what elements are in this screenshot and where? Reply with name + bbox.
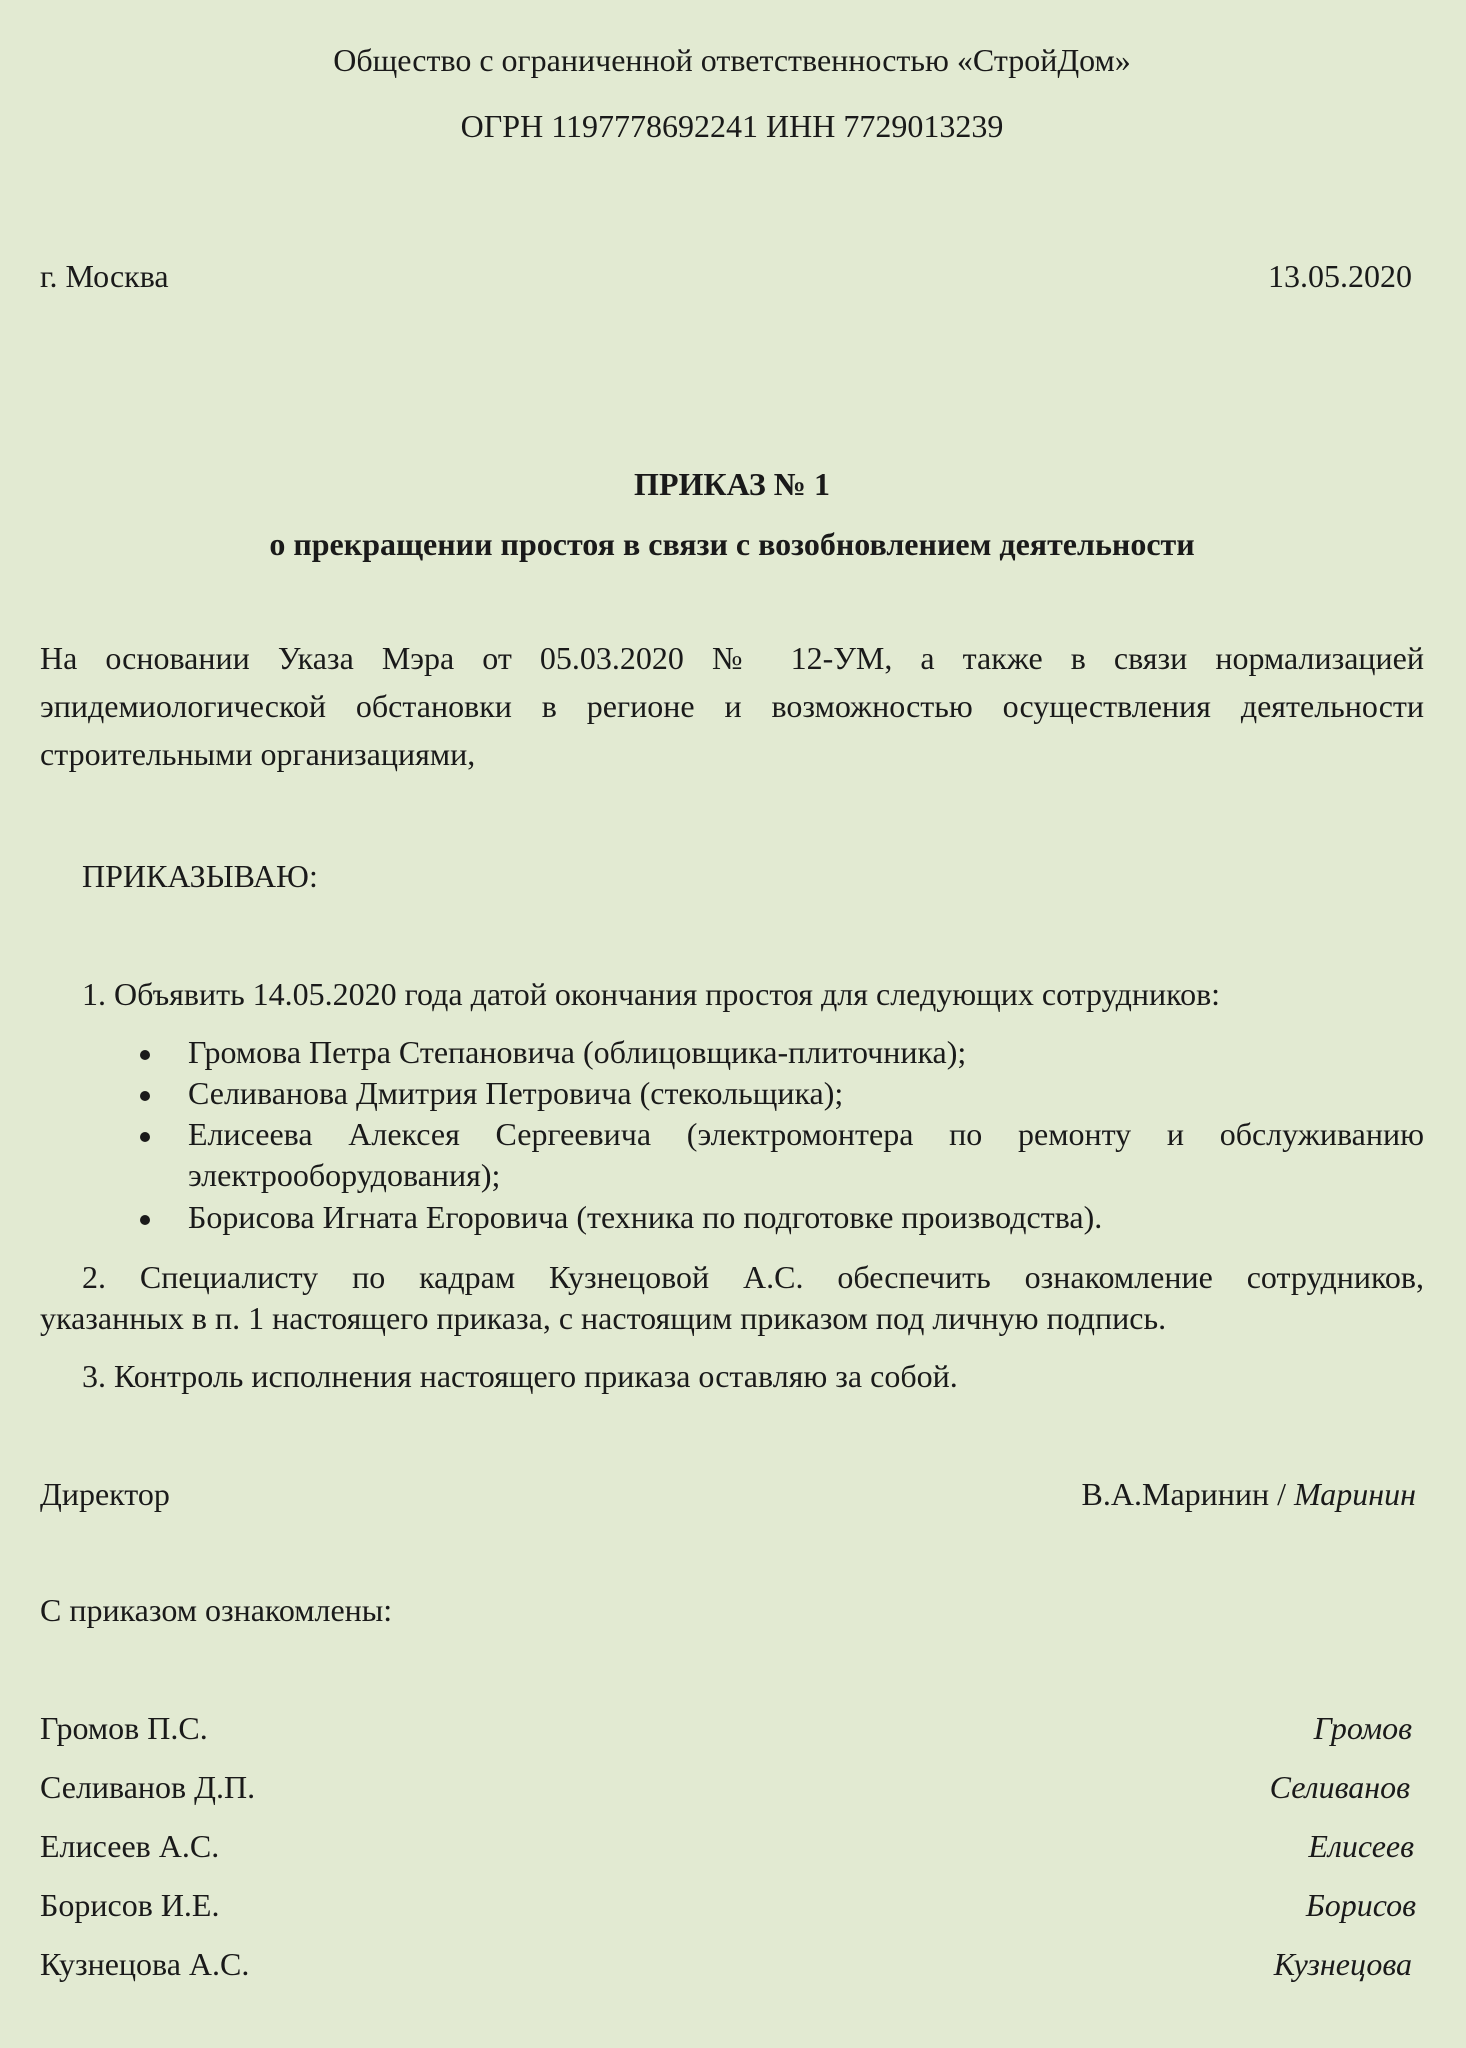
signer-name: В.А.Маринин / [1081,1476,1287,1512]
document-date: 13.05.2020 [1268,258,1412,294]
bullet-4: Борисова Игната Егоровича (техника по подготовке производства). [188,1199,1103,1235]
ack-name-2: Селиванов Д.П. [40,1769,256,1805]
item-3: 3. Контроль исполнения настоящего приказа оставляю за собой. [82,1358,958,1394]
ack-signature-5: Кузнецова [1273,1946,1412,1982]
order-word: ПРИКАЗЫВАЮ: [82,858,318,894]
bullet-marker [140,1132,150,1142]
preamble-line-2: эпидемиологической обстановки в регионе и возможностью осуществления деятельности [40,688,1424,724]
bullet-marker [140,1215,150,1225]
ack-signature-2: Селиванов [1269,1769,1410,1805]
bullet-3-line-1: Елисеева Алексея Сергеевича (электромонтера по ремонту и обслуживанию [188,1116,1424,1152]
signer-position: Директор [40,1476,170,1512]
org-name: Общество с ограниченной ответственностью «СтройДом» [333,42,1131,78]
ack-name-3: Елисеев А.С. [40,1828,220,1864]
bullet-1: Громова Петра Степановича (облицовщика-плиточника); [188,1034,967,1070]
order-number: ПРИКАЗ № 1 [634,466,830,502]
order-subject: о прекращении простоя в связи с возобновлением деятельности [269,526,1195,562]
ack-name-5: Кузнецова А.С. [40,1946,250,1982]
preamble-line-1: На основании Указа Мэра от 05.03.2020 № 12-УМ, а также в связи нормализацией [40,640,1424,676]
bullet-marker [140,1050,150,1060]
ack-signature-3: Елисеев [1308,1828,1414,1864]
item-2-line-2: указанных в п. 1 настоящего приказа, с настоящим приказом под личную подпись. [40,1300,1167,1336]
item-1: 1. Объявить 14.05.2020 года датой окончания простоя для следующих сотрудников: [82,976,1221,1012]
city: г. Москва [40,258,169,294]
bullet-marker [140,1091,150,1101]
ack-signature-1: Громов [1313,1710,1412,1746]
signer-signature: Маринин [1294,1476,1416,1512]
item-2-line-1: 2. Специалисту по кадрам Кузнецовой А.С. обеспечить ознакомление сотрудников, [82,1259,1424,1295]
bullet-2: Селиванова Дмитрия Петровича (стекольщика); [188,1075,844,1111]
org-ids: ОГРН 1197778692241 ИНН 7729013239 [460,108,1004,144]
ack-name-1: Громов П.С. [40,1710,208,1746]
bullet-3-line-2: электрооборудования); [188,1157,501,1193]
ack-signature-4: Борисов [1305,1887,1416,1923]
preamble-line-3: строительными организациями, [40,736,476,772]
acknowledged-heading: С приказом ознакомлены: [40,1592,393,1628]
signer-block [1082,1474,1416,1514]
ack-name-4: Борисов И.Е. [40,1887,220,1923]
document-page [40,0,1424,2048]
